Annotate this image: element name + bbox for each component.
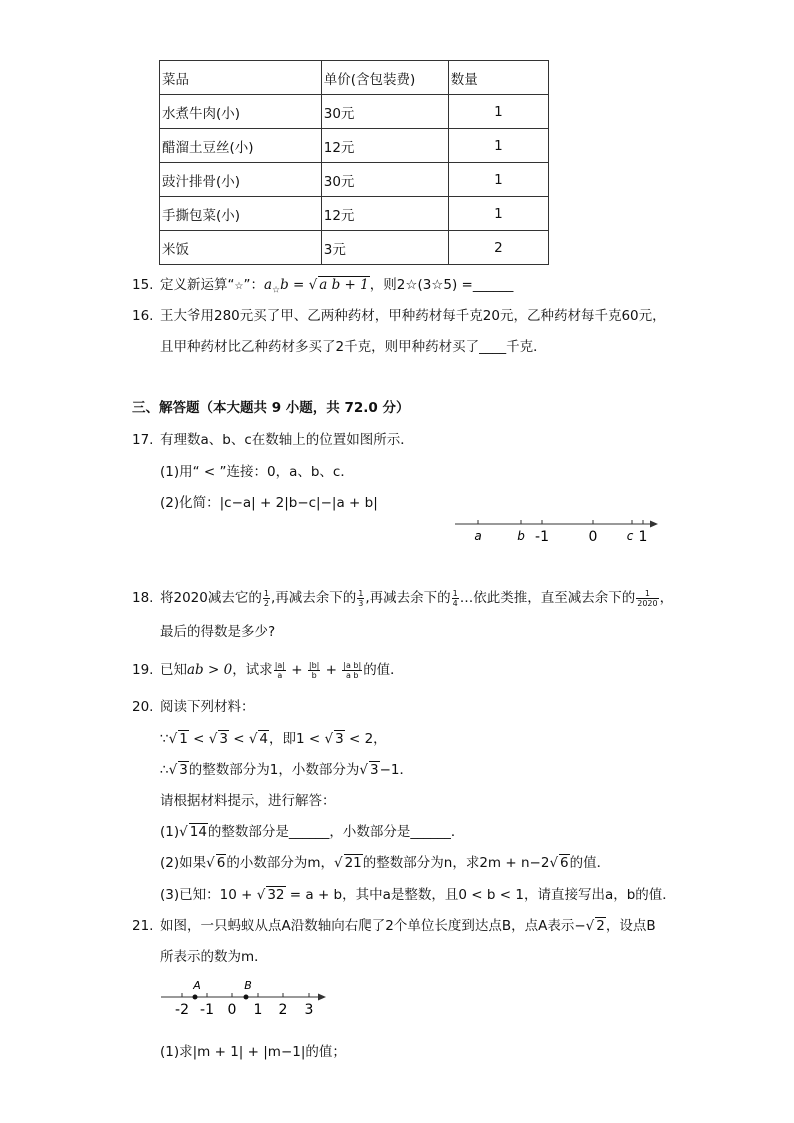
var-b: b — [280, 277, 289, 293]
axis-label: 3 — [304, 1002, 314, 1018]
qty-cell: 1 — [448, 197, 548, 231]
question-number: 21. — [132, 918, 154, 934]
dish-cell: 米饭 — [160, 231, 322, 265]
less-than: < — [188, 731, 209, 747]
q20-text: −1． — [379, 762, 413, 778]
q15-expr: 2☆(3☆5) = — [396, 277, 473, 293]
table-header-cell: 单价(含包装费) — [321, 61, 448, 95]
q19-condition: ab > 0 — [187, 662, 233, 678]
question-20-line1: 阅读下列材料： — [160, 699, 255, 715]
table-header-cell: 菜品 — [160, 61, 322, 95]
q20-text: 的整数部分为n，求2m + n−2 — [362, 855, 550, 871]
price-cell: 30元 — [321, 95, 448, 129]
q18-text: 将2020减去它的 — [160, 590, 262, 606]
q15-text: ，则 — [369, 277, 397, 293]
axis-label-a: a — [474, 529, 482, 543]
sqrt-icon: √ — [308, 277, 318, 293]
fraction-numerator: |a| — [274, 660, 285, 670]
sqrt-icon: √ — [168, 762, 178, 778]
question-number: 16. — [132, 308, 154, 324]
sqrt-icon: √ — [248, 731, 258, 747]
fraction-denominator: 4 — [452, 598, 458, 608]
q19-text: 的值． — [363, 662, 404, 678]
fraction — [357, 589, 364, 608]
q16-text: 且甲种药材比乙种药材多买了2千克，则甲种药材买了 — [160, 339, 480, 355]
number-line-21 — [158, 978, 330, 1018]
question-20-line2 — [160, 729, 387, 749]
q18-text: …依此类推，直至减去余下的 — [459, 590, 636, 606]
question-17-part1: (1)用“ < ”连接：0，a、b、c． — [160, 464, 354, 480]
arrow-icon — [650, 521, 658, 528]
sqrt-icon: √ — [168, 731, 178, 747]
sqrt-icon: √ — [333, 855, 343, 871]
table-header-cell: 数量 — [448, 61, 548, 95]
q20-text: = a + b，其中a是整数，且0 < b < 1，请直接写出a，b的值． — [285, 887, 676, 903]
table-row — [160, 129, 549, 163]
axis-label: 2 — [278, 1002, 288, 1018]
question-19 — [160, 660, 404, 680]
price-cell: 12元 — [321, 129, 448, 163]
sqrt-radicand: 32 — [267, 887, 285, 903]
q20-text: (2)如果 — [160, 855, 207, 871]
price-cell: 30元 — [321, 163, 448, 197]
qty-cell: 2 — [448, 231, 548, 265]
sqrt-radicand: 4 — [259, 731, 269, 747]
fraction-denominator: a — [277, 670, 283, 680]
answer-blank: ______ — [472, 277, 514, 293]
sqrt-radicand: 21 — [344, 855, 362, 871]
q20-text: ，小数部分是 — [329, 824, 411, 840]
axis-label-1: 1 — [638, 529, 648, 545]
sqrt-radicand: 2 — [596, 918, 605, 934]
question-20-part3 — [160, 885, 676, 905]
sqrt-radicand: 3 — [335, 731, 344, 747]
answer-blank: ____ — [479, 339, 507, 355]
fraction-numerator: 1 — [452, 588, 458, 598]
dish-cell: 水煮牛肉(小) — [160, 95, 322, 129]
question-number: 18. — [132, 590, 154, 606]
table-row — [160, 163, 549, 197]
point-label-a: A — [193, 979, 201, 992]
sqrt-icon: √ — [206, 855, 215, 871]
q20-text: (3)已知：10 + — [160, 887, 257, 903]
plus-sign: + — [291, 662, 303, 678]
point-b — [244, 995, 249, 1000]
number-line-17 — [450, 512, 662, 546]
sqrt-radicand: 6 — [216, 855, 226, 871]
menu-table — [159, 60, 549, 265]
fraction-denominator: a b — [345, 670, 359, 680]
section-title: 三、解答题（本大题共 9 小题，共 72.0 分） — [132, 400, 410, 416]
fraction — [342, 661, 362, 680]
qty-cell: 1 — [448, 163, 548, 197]
q20-text: ． — [450, 824, 465, 840]
axis-label: -2 — [175, 1002, 189, 1018]
var-a: a — [263, 277, 273, 293]
question-21-line1 — [160, 916, 656, 936]
axis-label-neg1: -1 — [535, 529, 549, 545]
sqrt-icon: √ — [585, 918, 595, 934]
q21-text: 如图，一只蚂蚁从点A沿数轴向右爬了2个单位长度到达点B，点A表示− — [160, 918, 586, 934]
fraction-numerator: 1 — [636, 589, 658, 599]
question-17-part2: (2)化简：|c−a| + 2|b−c|−|a + b| — [160, 495, 378, 511]
fraction — [274, 661, 286, 680]
sqrt-icon: √ — [324, 731, 334, 747]
table-header-row — [160, 61, 549, 95]
q18-text: ,再减去余下的 — [365, 590, 451, 606]
question-number: 19. — [132, 662, 154, 678]
q20-text: 的小数部分为m， — [226, 855, 334, 871]
sqrt-radicand: 3 — [370, 762, 379, 778]
price-cell: 3元 — [321, 231, 448, 265]
q15-text: ”： — [243, 277, 264, 293]
sqrt-icon: √ — [549, 855, 559, 871]
sqrt-radicand: 6 — [560, 855, 569, 871]
fraction-denominator: 3 — [358, 598, 364, 608]
question-20-line3 — [160, 760, 413, 780]
fraction-numerator: |b| — [308, 660, 320, 670]
question-16-line2 — [160, 337, 547, 357]
sqrt-radicand: a b + 1 — [319, 277, 369, 293]
sqrt-icon: √ — [208, 731, 218, 747]
q20-text: < 2， — [344, 731, 387, 747]
point-a — [193, 995, 198, 1000]
question-number: 17. — [132, 432, 154, 448]
fraction-denominator: 2 — [263, 598, 269, 608]
question-17-line1: 有理数a、b、c在数轴上的位置如图所示． — [160, 432, 414, 448]
axis-label: 1 — [253, 1002, 263, 1018]
arrow-icon — [318, 994, 326, 1001]
sqrt-radicand: 1 — [179, 731, 188, 747]
q16-text: 千克． — [506, 339, 547, 355]
q19-text: ，试求 — [232, 662, 273, 678]
fraction — [452, 589, 459, 608]
q20-text: 的整数部分是 — [207, 824, 289, 840]
price-cell: 12元 — [321, 197, 448, 231]
q15-text: 定义新运算“ — [160, 277, 235, 293]
question-21-part1: (1)求|m + 1| + |m−1|的值； — [160, 1044, 346, 1060]
question-number: 20. — [132, 699, 154, 715]
sqrt-radicand: 3 — [179, 762, 188, 778]
answer-blank: ______ — [410, 824, 451, 840]
fraction — [263, 589, 270, 608]
question-21-line2: 所表示的数为m． — [160, 949, 268, 965]
q20-text: 的值． — [569, 855, 611, 871]
question-number: 15. — [132, 277, 154, 293]
plus-sign: + — [325, 662, 337, 678]
q20-text: ，即1 < — [269, 731, 325, 747]
q19-text: 已知 — [160, 662, 187, 678]
axis-label-b: b — [517, 529, 525, 543]
qty-cell: 1 — [448, 95, 548, 129]
q21-text: ，设点B — [605, 918, 656, 934]
table-row — [160, 95, 549, 129]
sqrt-radicand: 14 — [189, 824, 207, 840]
star-icon: ☆ — [272, 285, 281, 296]
q18-text: ,再减去余下的 — [270, 590, 357, 606]
q15-eq: = — [288, 277, 309, 293]
fraction — [636, 589, 658, 608]
axis-label: -1 — [200, 1002, 214, 1018]
fraction-numerator: 1 — [358, 588, 364, 598]
fraction-denominator: b — [311, 670, 317, 680]
question-20-part1 — [160, 822, 464, 842]
fraction-denominator: 2020 — [637, 598, 658, 608]
fraction-numerator: 1 — [263, 588, 269, 598]
table-row — [160, 231, 549, 265]
dish-cell: 手撕包菜(小) — [160, 197, 322, 231]
question-18-line1 — [160, 588, 673, 608]
dish-cell: 醋溜土豆丝(小) — [160, 129, 322, 163]
q18-text: ， — [659, 590, 674, 606]
table-row — [160, 197, 549, 231]
sqrt-radicand: 3 — [219, 731, 228, 747]
question-15 — [160, 275, 513, 301]
star-icon: ☆ — [234, 281, 244, 292]
fraction-numerator: |a b| — [343, 660, 362, 670]
point-label-b: B — [244, 979, 252, 992]
because-symbol: ∵ — [160, 731, 169, 747]
sqrt-icon: √ — [179, 824, 188, 840]
axis-label: 0 — [227, 1002, 237, 1018]
dish-cell: 豉汁排骨(小) — [160, 163, 322, 197]
axis-label-c: c — [626, 529, 634, 543]
less-than: < — [228, 731, 249, 747]
sqrt-icon: √ — [256, 887, 266, 903]
qty-cell: 1 — [448, 129, 548, 163]
fraction — [308, 661, 320, 680]
answer-blank: ______ — [288, 824, 330, 840]
q20-text: (1) — [160, 824, 180, 840]
therefore-symbol: ∴ — [160, 762, 169, 778]
q20-text: 的整数部分为1，小数部分为 — [188, 762, 360, 778]
question-20-line4: 请根据材料提示，进行解答： — [160, 793, 336, 809]
axis-label-0: 0 — [588, 529, 598, 545]
sqrt-icon: √ — [359, 762, 368, 778]
question-20-part2 — [160, 853, 610, 873]
question-18-line2: 最后的得数是多少? — [160, 624, 276, 640]
question-16-line1: 王大爷用280元买了甲、乙两种药材，甲种药材每千克20元，乙种药材每千克60元， — [160, 308, 666, 324]
